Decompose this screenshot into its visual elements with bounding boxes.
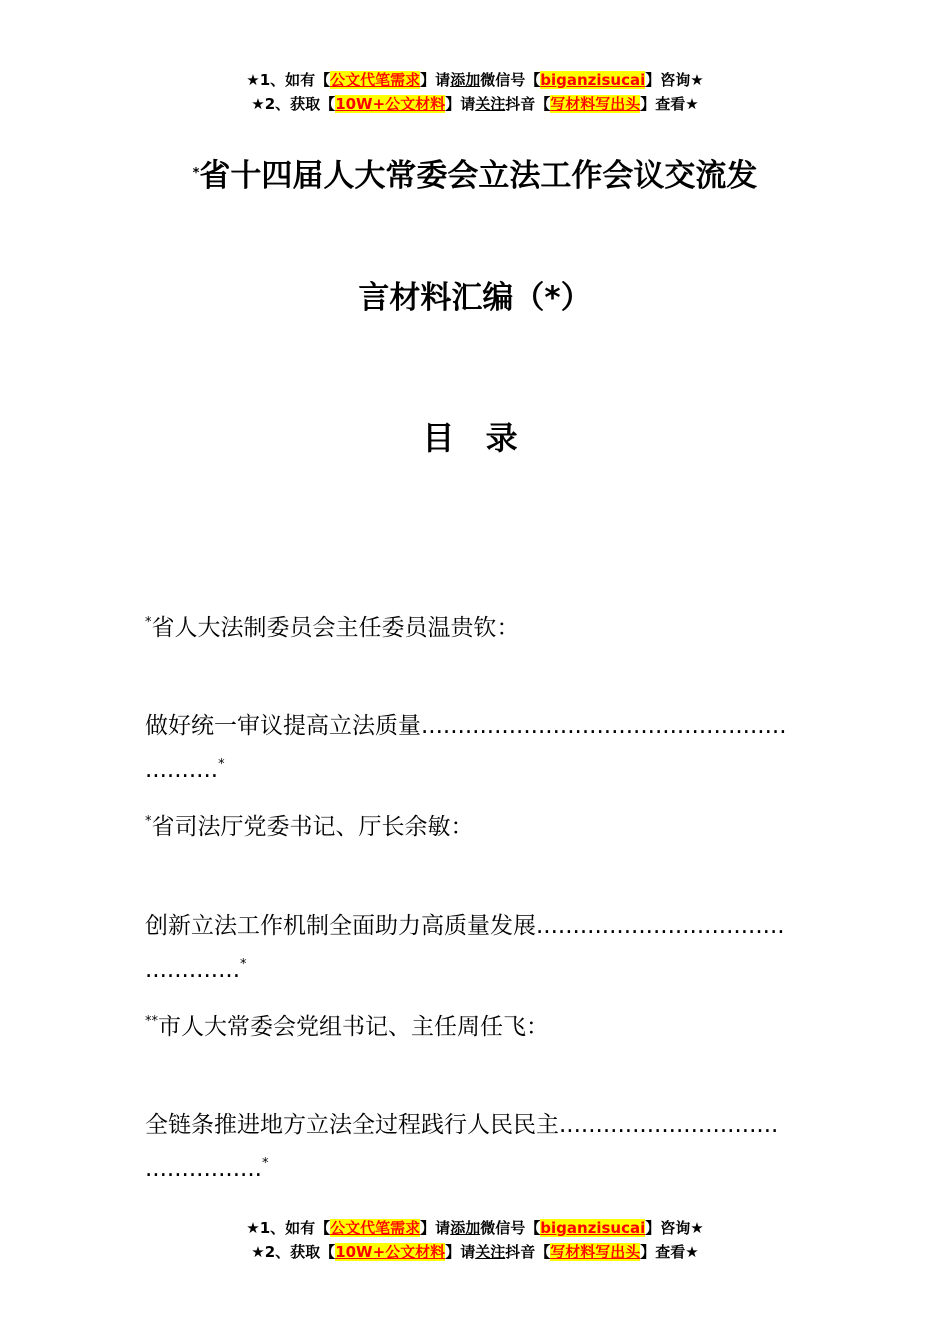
notice-text: 】查看★ [640,95,699,113]
toc-leader: ............. [145,957,241,983]
notice-text: ★2、获取【 [251,1243,336,1261]
speaker-name: 省司法厅党委书记、厅长余敏： [151,814,474,840]
notice-highlight: 10W+公文材料 [335,95,446,113]
notice-underline: 添加 [450,1219,481,1237]
toc-leader: .................................. [536,913,785,939]
notice-underline: 添加 [450,71,481,89]
notice-text: 】请 [420,71,451,89]
notice-highlight: 写材料写出头 [550,95,641,113]
notice-line-2 [0,92,950,116]
notice-text: ★1、如有【 [246,1219,331,1237]
toc-page-number: * [218,757,225,772]
toc-heading: 目 录 [422,419,528,457]
document-title-line-1 [0,150,950,195]
speaker-name: 市人大常委会党组书记、主任周任飞： [158,1014,549,1040]
toc-leader: .................................................. [421,713,787,739]
notice-text: ★1、如有【 [246,71,331,89]
speaker-name: 省人大法制委员会主任委员温贵钦： [151,615,520,641]
notice-highlight: biganzisucai [540,1219,646,1237]
toc-speaker [145,609,807,642]
footer-notice [0,1216,950,1264]
toc-leader: ................ [145,1156,262,1182]
toc-topic: 全链条推进地方立法全过程践行人民民主 [145,1112,559,1138]
toc-entry[interactable] [145,907,807,940]
toc-leader: .......... [145,757,219,783]
notice-line-1 [0,68,950,92]
toc-speaker [145,808,807,841]
speaker-mark: * [145,615,152,630]
notice-text: 】咨询★ [645,71,704,89]
notice-highlight: biganzisucai [540,71,646,89]
notice-text: 】请 [445,1243,476,1261]
toc-speaker [145,1008,807,1041]
notice-highlight: 写材料写出头 [550,1243,641,1261]
notice-underline: 关注 [475,95,506,113]
notice-text: 】查看★ [640,1243,699,1261]
notice-highlight: 公文代笔需求 [330,1219,421,1237]
notice-text: 】请 [445,95,476,113]
notice-text: 微信号【 [480,1219,541,1237]
notice-underline: 关注 [475,1243,506,1261]
toc-leader: .............................. [559,1112,779,1138]
toc-entry-continued [145,1156,807,1182]
notice-text: ★2、获取【 [251,95,336,113]
notice-highlight: 10W+公文材料 [335,1243,446,1261]
title-star: * [192,166,200,181]
toc-entry[interactable] [145,707,807,740]
notice-text: 抖音【 [505,95,551,113]
header-notice [0,68,950,116]
toc-entry-continued [145,757,807,783]
speaker-mark: * [145,814,152,829]
document-title-line-2: 言材料汇编（*） [358,280,592,316]
toc-topic: 创新立法工作机制全面助力高质量发展 [145,913,536,939]
toc-topic: 做好统一审议提高立法质量 [145,713,421,739]
speaker-mark: ** [145,1014,158,1029]
toc-page-number: * [261,1156,269,1171]
toc-page-number: * [240,957,247,972]
notice-text: 微信号【 [480,71,541,89]
notice-text: 】请 [420,1219,451,1237]
notice-text: 抖音【 [505,1243,551,1261]
toc-entry[interactable] [145,1106,807,1139]
title-text: 省十四届人大常委会立法工作会议交流发 [199,158,758,194]
notice-line-2 [0,1240,950,1264]
notice-text: 】咨询★ [645,1219,704,1237]
notice-highlight: 公文代笔需求 [330,71,421,89]
toc-entry-continued [145,957,807,983]
notice-line-1 [0,1216,950,1240]
